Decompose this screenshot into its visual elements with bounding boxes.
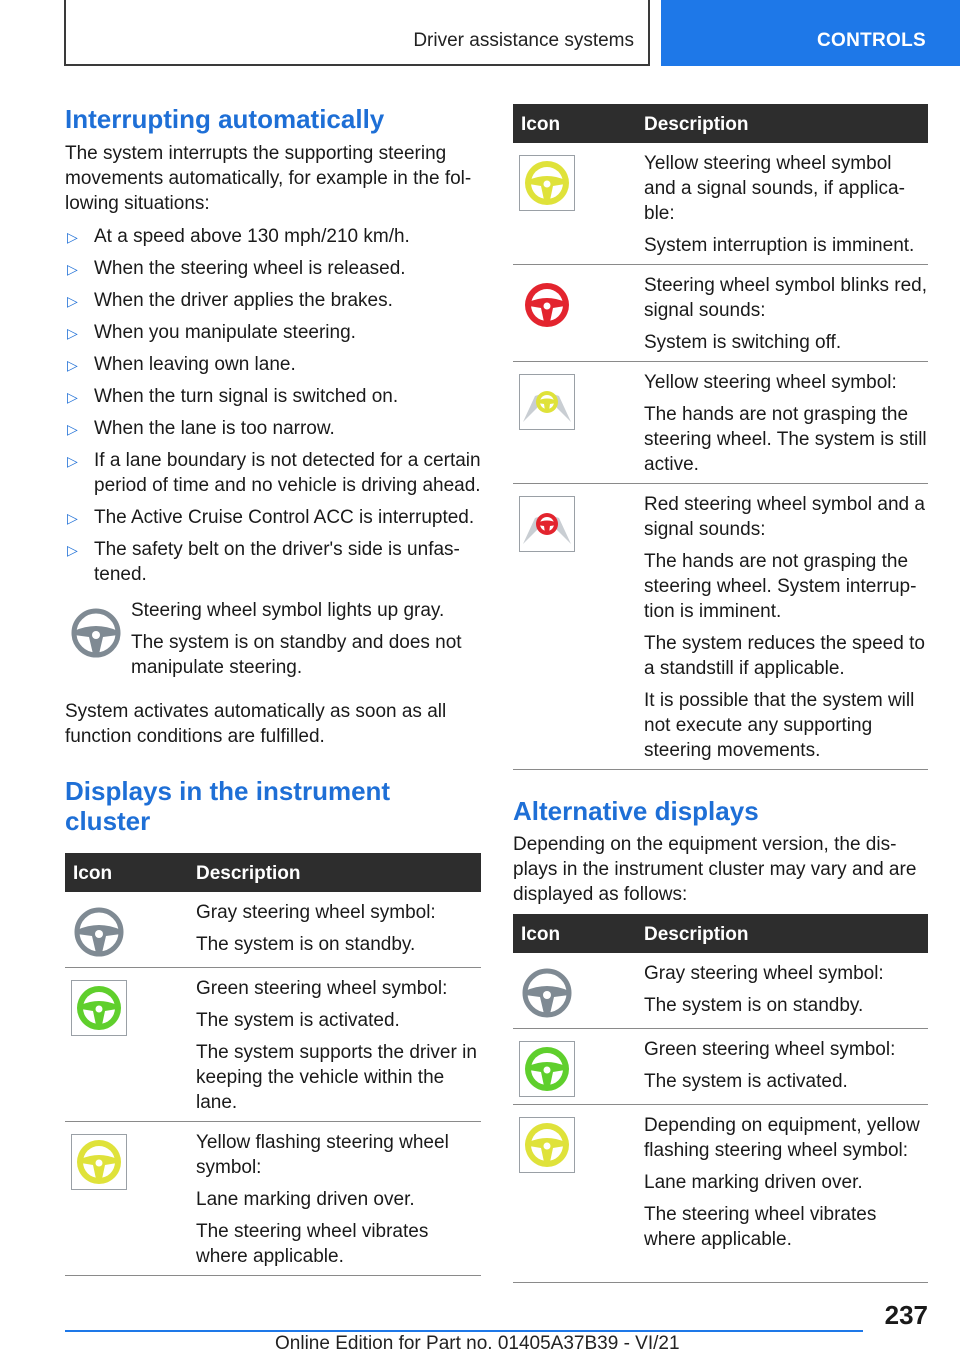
steering-wheel-green-icon (519, 1041, 575, 1097)
list-item: ▷ When the turn signal is switched on. (65, 384, 481, 409)
table-row (513, 1105, 928, 1283)
row-text: It is possible that the system will not execute any supporting steering movements. (644, 690, 915, 761)
row-text: The hands are not grasping the steering wheel. System interruption is imminent. (644, 551, 917, 622)
list-item: ▷ When you manipulate steering. (65, 320, 481, 345)
header-chapter-label: CONTROLS (816, 30, 926, 51)
table-row (513, 362, 928, 484)
table-row (65, 1122, 481, 1276)
triangle-bullet-icon: ▷ (67, 229, 78, 245)
table-row (65, 892, 481, 968)
row-text: Depending on equipment, yellow flashing steering wheel symbol: (644, 1115, 920, 1161)
row-text: Green steering wheel symbol: (644, 1039, 896, 1060)
activation-paragraph: System activates automatically as soon as all function conditions are fulfilled. (65, 701, 447, 747)
triangle-bullet-icon: ▷ (67, 325, 78, 341)
row-text: System interruption is imminent. (644, 235, 915, 256)
page-number: 237 (884, 1300, 928, 1330)
row-text: The hands are not grasping the steering wheel. The system is still active. (644, 404, 927, 475)
standby-line-1: Steering wheel symbol lights up gray. (131, 600, 445, 621)
row-text: The system supports the driver in keeping the vehicle within the lane. (196, 1042, 477, 1113)
footer-divider (65, 1330, 863, 1332)
triangle-bullet-icon: ▷ (67, 389, 78, 405)
triangle-bullet-icon: ▷ (67, 357, 78, 373)
list-item: ▷ When the driver applies the brakes. (65, 288, 481, 313)
col-desc-header: Description (196, 863, 301, 884)
row-text: Yellow steering wheel symbol: (644, 372, 897, 393)
row-text: Red steering wheel symbol and a signal sounds: (644, 494, 925, 540)
row-text: The system is on standby. (644, 995, 864, 1016)
table-row (513, 265, 928, 362)
header-section-box (64, 0, 650, 66)
list-item: ▷ If a lane boundary is not detected for a certain period of time and no vehicle is driving ahead. (67, 450, 481, 496)
triangle-bullet-icon: ▷ (67, 542, 78, 558)
footer-edition: Online Edition for Part no. 01405A37B39 - VI/21 (275, 1333, 680, 1354)
table-row (513, 143, 928, 265)
table-header (65, 853, 481, 892)
col-icon-header: Icon (521, 924, 561, 945)
row-text: Green steering wheel symbol: (196, 978, 448, 999)
row-text: The steering wheel vibrates where applicable. (196, 1221, 429, 1267)
table-row (65, 968, 481, 1122)
row-text: The system is on standby. (196, 934, 416, 955)
list-item: ▷ The Active Cruise Control ACC is interrupted. (65, 505, 481, 530)
steering-wheel-gray-icon (69, 606, 123, 665)
steering-wheel-yellow-icon (71, 1134, 127, 1190)
steering-wheel-yellow-icon (519, 1117, 575, 1173)
heading-alternative: Alternative displays (513, 796, 759, 826)
hands-on-wheel-yellow-icon (519, 374, 575, 430)
alt-intro-paragraph: Depending on the equipment version, the displays in the instrument cluster may vary and are displayed as follows: (513, 834, 917, 905)
row-text: The system is activated. (644, 1071, 848, 1092)
col-desc-header: Description (644, 114, 749, 135)
row-text: The system is activated. (196, 1010, 400, 1031)
header-chapter-tab[interactable] (661, 0, 960, 66)
steering-wheel-red-icon (519, 277, 575, 333)
steering-wheel-gray-icon (71, 904, 127, 960)
triangle-bullet-icon: ▷ (67, 293, 78, 309)
row-text: Steering wheel symbol blinks red, signal sounds: (644, 275, 928, 321)
header-section-title: Driver assistance systems (413, 30, 634, 51)
row-text: System is switching off. (644, 332, 842, 353)
triangle-bullet-icon: ▷ (67, 510, 78, 526)
row-text: Gray steering wheel symbol: (196, 902, 436, 923)
steering-wheel-gray-icon (519, 965, 575, 1021)
row-text: Lane marking driven over. (644, 1172, 863, 1193)
row-text: The steering wheel vibrates where applicable. (644, 1204, 877, 1250)
table-row (513, 953, 928, 1029)
steering-wheel-yellow-icon (519, 155, 575, 211)
list-item: ▷ The safety belt on the driver's side is unfastened. (67, 539, 460, 585)
hands-on-wheel-red-icon (519, 496, 575, 552)
row-text: The system reduces the speed to a standstill if applicable. (644, 633, 925, 679)
table-row (513, 1029, 928, 1105)
list-item: ▷ At a speed above 130 mph/210 km/h. (65, 224, 481, 249)
list-item: ▷ When the steering wheel is released. (65, 256, 481, 281)
displays-table (65, 853, 481, 1276)
intro-paragraph: The system interrupts the supporting steering movements automatically, for example in the following situations: (65, 143, 472, 214)
standby-line-2: The system is on standby and does not manipulate steering. (131, 632, 462, 678)
table-header (513, 104, 928, 143)
table-row (513, 484, 928, 770)
row-text: Gray steering wheel symbol: (644, 963, 884, 984)
triangle-bullet-icon: ▷ (67, 261, 78, 277)
row-text: Lane marking driven over. (196, 1189, 415, 1210)
table-header (513, 914, 928, 953)
col-icon-header: Icon (521, 114, 561, 135)
warnings-table (513, 104, 928, 770)
heading-interrupting: Interrupting automatically (65, 104, 385, 134)
row-text: Yellow flashing steering wheel symbol: (196, 1132, 449, 1178)
list-item: ▷ When the lane is too narrow. (65, 416, 481, 441)
heading-displays: Displays in the instrument cluster (65, 776, 391, 836)
list-item: ▷ When leaving own lane. (65, 352, 481, 377)
col-icon-header: Icon (73, 863, 113, 884)
alternative-table (513, 914, 928, 1283)
col-desc-header: Description (644, 924, 749, 945)
triangle-bullet-icon: ▷ (67, 421, 78, 437)
steering-wheel-green-icon (71, 980, 127, 1036)
triangle-bullet-icon: ▷ (67, 453, 78, 469)
row-text: Yellow steering wheel symbol and a signal sounds, if applicable: (644, 153, 905, 224)
interrupt-list (65, 224, 481, 594)
